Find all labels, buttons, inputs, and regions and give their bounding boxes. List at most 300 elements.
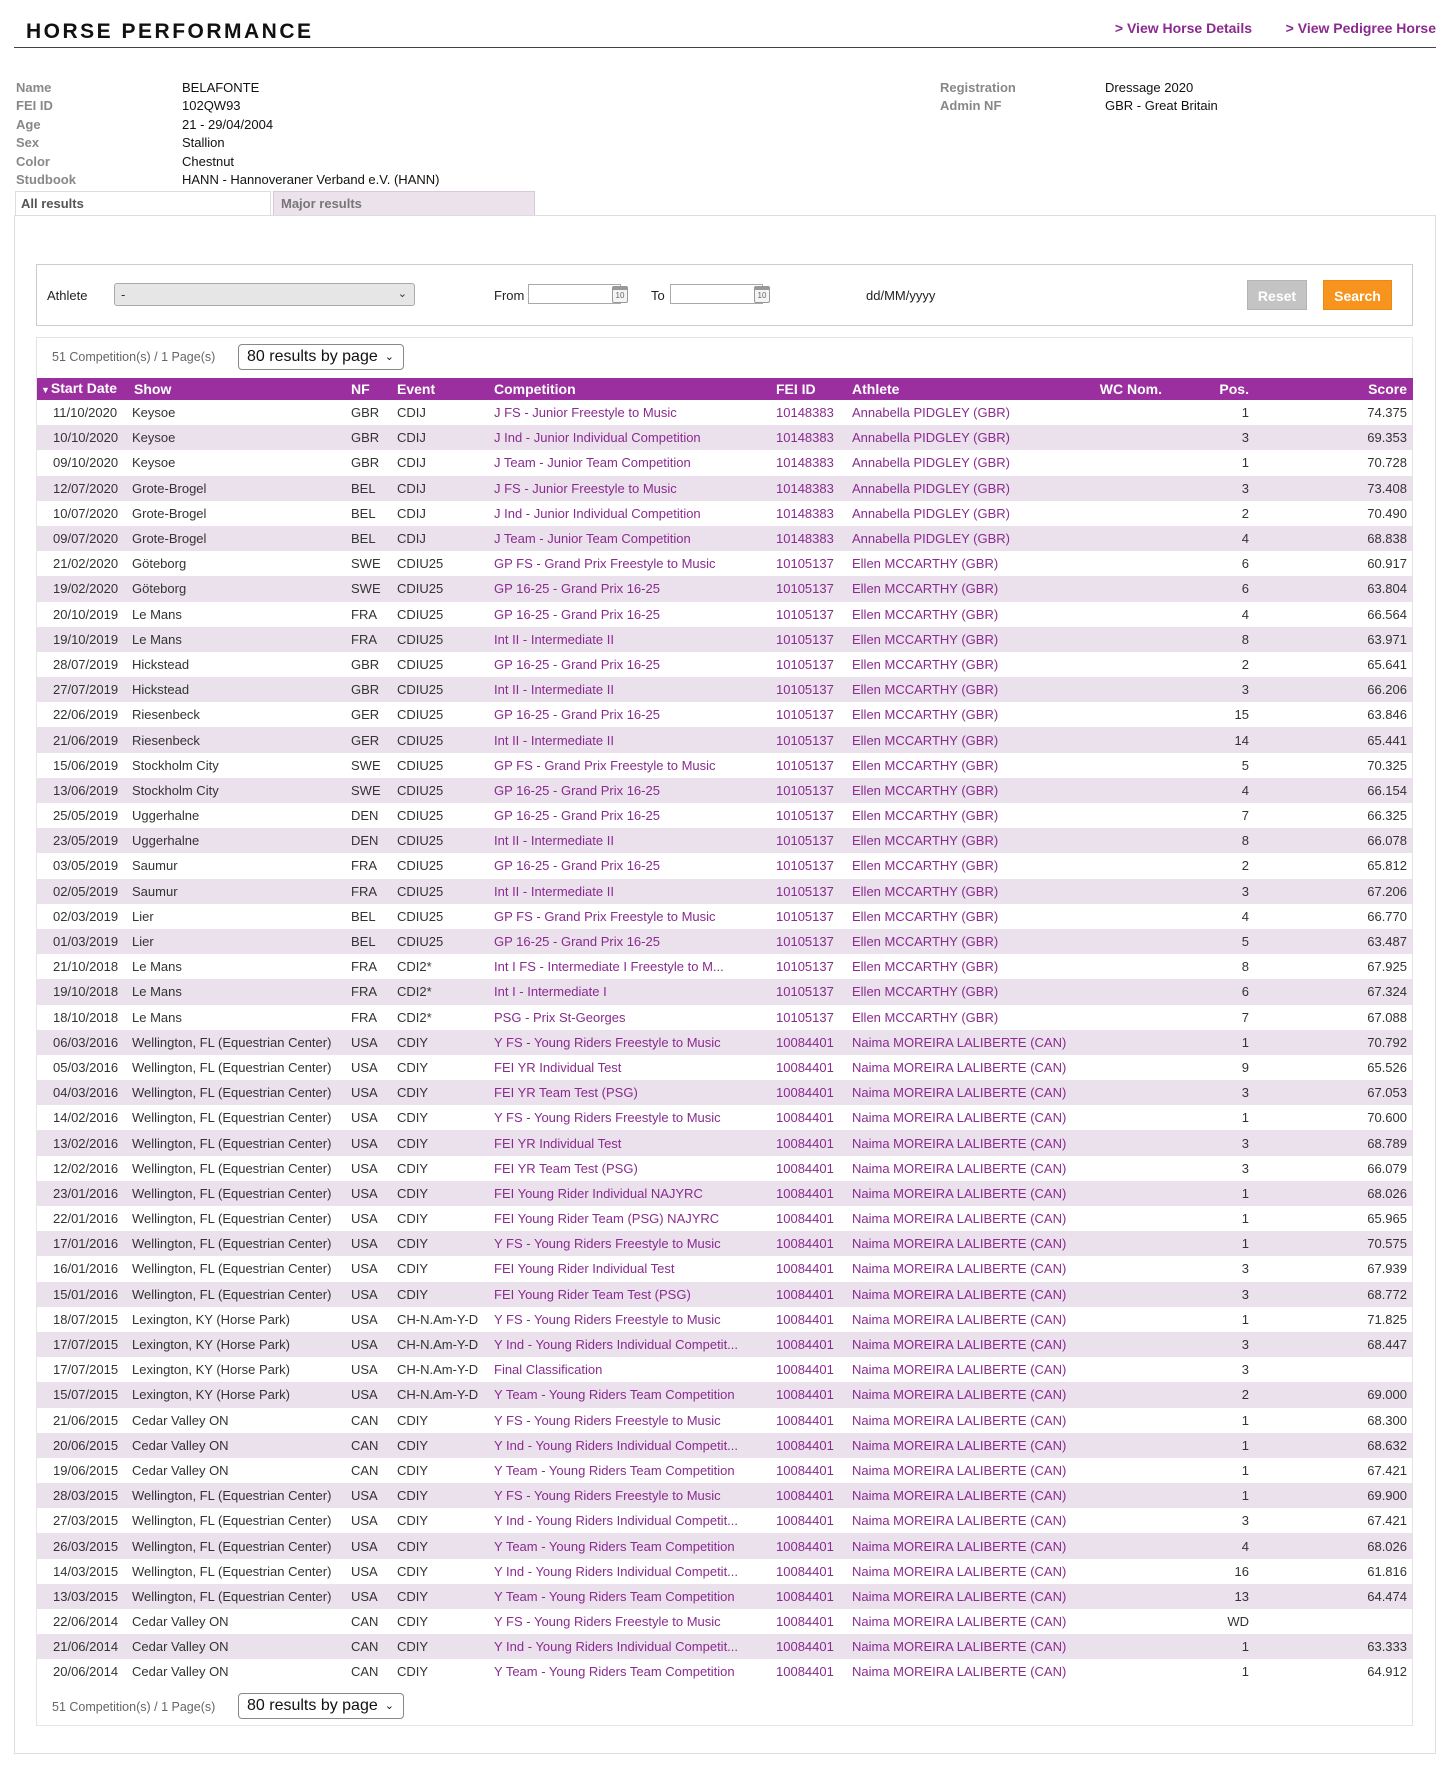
start-date-cell: 23/01/2016 <box>37 1181 132 1206</box>
wc-nom-cell <box>1085 1332 1162 1357</box>
info-label: Sex <box>16 135 40 151</box>
fei-id-link[interactable]: 10084401 <box>776 1412 834 1428</box>
wc-nom-cell <box>1085 1231 1162 1256</box>
athlete-link[interactable]: Ellen MCCARTHY (GBR) <box>847 929 1085 954</box>
table-row <box>37 828 1413 853</box>
competition-link[interactable]: GP 16-25 - Grand Prix 16-25 <box>494 808 660 824</box>
score-cell <box>1259 1357 1413 1382</box>
nf-cell: FRA <box>351 606 377 622</box>
event-cell: CH-N.Am-Y-D <box>397 1382 494 1407</box>
nf-cell: GBR <box>351 677 397 702</box>
col-start-date[interactable] <box>37 378 132 400</box>
competition-link[interactable]: Y FS - Young Riders Freestyle to Music <box>494 1412 721 1428</box>
score-cell: 66.206 <box>1259 677 1413 702</box>
col-event[interactable]: Event <box>397 378 494 400</box>
col-show[interactable]: Show <box>132 378 351 400</box>
start-date-cell: 20/06/2015 <box>37 1433 132 1458</box>
info-row-sex <box>16 134 439 152</box>
competition-link[interactable]: PSG - Prix St-Georges <box>494 1009 626 1025</box>
competition-link[interactable]: GP 16-25 - Grand Prix 16-25 <box>494 576 776 601</box>
athlete-link[interactable]: Ellen MCCARTHY (GBR) <box>852 908 999 924</box>
show-cell: Wellington, FL (Equestrian Center) <box>132 1231 351 1256</box>
col-score[interactable]: Score <box>1259 378 1413 400</box>
nf-cell: CAN <box>351 1412 379 1428</box>
athlete-link[interactable]: Naima MOREIRA LALIBERTE (CAN) <box>847 1332 1085 1357</box>
info-row-name <box>16 79 439 97</box>
fei-id-link[interactable]: 10105137 <box>776 808 834 824</box>
competition-link[interactable]: GP FS - Grand Prix Freestyle to Music <box>494 908 716 924</box>
pos-cell: 4 <box>1162 526 1259 551</box>
nf-cell: FRA <box>351 858 377 874</box>
score-cell: 65.526 <box>1367 1059 1407 1075</box>
table-row <box>37 627 1413 652</box>
table-row <box>37 904 1413 929</box>
start-date-cell: 19/06/2015 <box>53 1462 119 1478</box>
athlete-select[interactable] <box>114 283 415 306</box>
competition-link[interactable]: Y FS - Young Riders Freestyle to Music <box>494 1483 776 1508</box>
athlete-link[interactable]: Ellen MCCARTHY (GBR) <box>847 677 1085 702</box>
athlete-link[interactable]: Naima MOREIRA LALIBERTE (CAN) <box>852 1462 1067 1478</box>
competition-link[interactable]: FEI Young Rider Individual NAJYRC <box>494 1181 776 1206</box>
fei-id-link[interactable]: 10084401 <box>776 1513 834 1529</box>
tab-all-results[interactable]: All results <box>15 191 271 216</box>
fei-id-link[interactable]: 10084401 <box>776 1483 847 1508</box>
show-cell: Cedar Valley ON <box>132 1433 351 1458</box>
score-cell: 61.816 <box>1367 1563 1407 1579</box>
competition-link[interactable]: GP 16-25 - Grand Prix 16-25 <box>494 858 660 874</box>
fei-id-link[interactable]: 10148383 <box>776 405 834 421</box>
info-value: 102QW93 <box>182 98 241 114</box>
competition-link[interactable]: J FS - Junior Freestyle to Music <box>494 405 677 421</box>
fei-id-link[interactable]: 10084401 <box>776 1160 834 1176</box>
fei-id-link[interactable]: 10105137 <box>776 929 847 954</box>
score-cell: 64.474 <box>1259 1584 1413 1609</box>
score-cell: 70.792 <box>1259 1030 1413 1055</box>
fei-id-link[interactable]: 10084401 <box>776 1563 834 1579</box>
competition-link[interactable]: FEI Young Rider Team Test (PSG) <box>494 1282 776 1307</box>
wc-nom-cell <box>1085 803 1162 828</box>
view-pedigree-horse-link[interactable]: > View Pedigree Horse <box>1285 20 1436 36</box>
fei-id-link[interactable]: 10084401 <box>776 1332 847 1357</box>
competition-link[interactable]: GP 16-25 - Grand Prix 16-25 <box>494 707 660 723</box>
fei-id-link[interactable]: 10148383 <box>776 505 834 521</box>
athlete-select-value: - <box>121 287 126 302</box>
competition-link[interactable]: FEI YR Individual Test <box>494 1130 776 1155</box>
per-page-select[interactable] <box>238 1693 404 1719</box>
score-cell: 68.789 <box>1259 1130 1413 1155</box>
fei-id-link[interactable]: 10084401 <box>776 1584 847 1609</box>
competition-link[interactable]: Y FS - Young Riders Freestyle to Music <box>494 1030 776 1055</box>
start-date-cell: 15/07/2015 <box>37 1382 132 1407</box>
competition-link[interactable]: Y Team - Young Riders Team Competition <box>494 1382 776 1407</box>
fei-id-link[interactable]: 10084401 <box>776 1282 847 1307</box>
info-label: Color <box>16 153 50 169</box>
athlete-link[interactable]: Naima MOREIRA LALIBERTE (CAN) <box>847 1382 1085 1407</box>
athlete-link[interactable]: Naima MOREIRA LALIBERTE (CAN) <box>847 1483 1085 1508</box>
pos-cell: 6 <box>1162 576 1259 601</box>
show-cell: Riesenbeck <box>132 727 351 752</box>
col-wc-nom[interactable]: WC Nom. <box>1085 378 1162 400</box>
score-cell: 63.846 <box>1367 707 1407 723</box>
fei-id-link[interactable]: 10148383 <box>776 425 847 450</box>
athlete-link[interactable]: Ellen MCCARTHY (GBR) <box>852 656 999 672</box>
fei-id-link[interactable]: 10148383 <box>776 476 847 501</box>
athlete-link[interactable]: Naima MOREIRA LALIBERTE (CAN) <box>852 1160 1067 1176</box>
competition-link[interactable]: Int II - Intermediate II <box>494 828 776 853</box>
fei-id-link[interactable]: 10105137 <box>776 979 847 1004</box>
competition-link[interactable]: Y Team - Young Riders Team Competition <box>494 1533 776 1558</box>
start-date-cell: 05/03/2016 <box>53 1059 119 1075</box>
athlete-link[interactable]: Ellen MCCARTHY (GBR) <box>852 707 999 723</box>
col-pos[interactable]: Pos. <box>1162 378 1259 400</box>
show-cell: Lier <box>132 908 154 924</box>
competition-link[interactable]: J FS - Junior Freestyle to Music <box>494 476 776 501</box>
filter-bar <box>36 264 1413 326</box>
competition-link[interactable]: Y FS - Young Riders Freestyle to Music <box>494 1311 721 1327</box>
wc-nom-cell <box>1085 853 1162 878</box>
wc-nom-cell <box>1085 476 1162 501</box>
fei-id-link[interactable]: 10084401 <box>776 1362 834 1378</box>
pos-cell: WD <box>1227 1614 1249 1630</box>
pos-cell: 6 <box>1162 979 1259 1004</box>
fei-id-link[interactable]: 10105137 <box>776 677 847 702</box>
competition-link[interactable]: Int II - Intermediate II <box>494 627 776 652</box>
athlete-link[interactable]: Naima MOREIRA LALIBERTE (CAN) <box>852 1110 1067 1126</box>
nf-cell: USA <box>351 1282 397 1307</box>
score-cell: 67.324 <box>1259 979 1413 1004</box>
athlete-link[interactable]: Naima MOREIRA LALIBERTE (CAN) <box>847 1533 1085 1558</box>
athlete-link[interactable]: Ellen MCCARTHY (GBR) <box>847 879 1085 904</box>
col-athlete[interactable]: Athlete <box>847 378 1085 400</box>
fei-id-link[interactable]: 10105137 <box>776 556 834 572</box>
fei-id-link[interactable]: 10084401 <box>776 1634 847 1659</box>
info-row-fei-id <box>16 97 439 115</box>
table-row <box>37 929 1413 954</box>
competition-link[interactable]: Y Ind - Young Riders Individual Competit... <box>494 1433 776 1458</box>
competition-link[interactable]: J Ind - Junior Individual Competition <box>494 425 776 450</box>
fei-id-link[interactable]: 10084401 <box>776 1664 834 1680</box>
event-cell: CDIU25 <box>397 556 444 572</box>
table-row <box>37 879 1413 904</box>
fei-id-link[interactable]: 10105137 <box>776 757 834 773</box>
fei-id-link[interactable]: 10105137 <box>776 576 847 601</box>
fei-id-link[interactable]: 10105137 <box>776 707 834 723</box>
view-horse-details-link[interactable]: > View Horse Details <box>1114 20 1252 36</box>
athlete-link[interactable]: Ellen MCCARTHY (GBR) <box>852 858 999 874</box>
per-page-value: 80 results by page <box>247 1697 378 1714</box>
table-row <box>37 501 1413 526</box>
fei-id-link[interactable]: 10105137 <box>776 627 847 652</box>
col-competition[interactable]: Competition <box>494 378 776 400</box>
competition-link[interactable]: Int II - Intermediate II <box>494 727 776 752</box>
athlete-link[interactable]: Annabella PIDGLEY (GBR) <box>852 405 1010 421</box>
results-summary: 51 Competition(s) / 1 Page(s) <box>52 1700 216 1714</box>
start-date-cell: 11/10/2020 <box>53 405 118 421</box>
athlete-link[interactable]: Annabella PIDGLEY (GBR) <box>847 476 1085 501</box>
competition-link[interactable]: Int II - Intermediate II <box>494 879 776 904</box>
athlete-link[interactable]: Naima MOREIRA LALIBERTE (CAN) <box>852 1059 1067 1075</box>
fei-id-link[interactable]: 10105137 <box>776 656 834 672</box>
start-date-cell: 02/03/2019 <box>53 908 119 924</box>
info-value: HANN - Hannoveraner Verband e.V. (HANN) <box>182 171 440 187</box>
table-row <box>37 526 1413 551</box>
score-cell: 71.825 <box>1367 1311 1407 1327</box>
competition-link[interactable]: GP 16-25 - Grand Prix 16-25 <box>494 929 776 954</box>
athlete-link[interactable]: Naima MOREIRA LALIBERTE (CAN) <box>847 1433 1085 1458</box>
fei-id-link[interactable]: 10084401 <box>776 1080 847 1105</box>
athlete-link[interactable]: Ellen MCCARTHY (GBR) <box>847 727 1085 752</box>
competition-link[interactable]: FEI YR Team Test (PSG) <box>494 1160 638 1176</box>
competition-link[interactable]: Y Team - Young Riders Team Competition <box>494 1462 735 1478</box>
competition-link[interactable]: Y Ind - Young Riders Individual Competit... <box>494 1513 739 1529</box>
athlete-link[interactable]: Naima MOREIRA LALIBERTE (CAN) <box>847 1181 1085 1206</box>
per-page-select[interactable] <box>238 344 404 370</box>
nf-cell: DEN <box>351 828 397 853</box>
athlete-link[interactable]: Naima MOREIRA LALIBERTE (CAN) <box>852 1412 1067 1428</box>
competition-link[interactable]: Y Team - Young Riders Team Competition <box>494 1664 735 1680</box>
start-date-cell: 25/05/2019 <box>53 808 119 824</box>
score-cell: 65.441 <box>1259 727 1413 752</box>
info-row-age <box>16 116 439 134</box>
event-cell: CDIU25 <box>397 606 444 622</box>
wc-nom-cell <box>1085 778 1162 803</box>
nf-cell: CAN <box>351 1664 379 1680</box>
athlete-link[interactable]: Naima MOREIRA LALIBERTE (CAN) <box>852 1563 1067 1579</box>
fei-id-link[interactable]: 10105137 <box>776 778 847 803</box>
nf-cell: SWE <box>351 778 397 803</box>
table-row <box>37 576 1413 601</box>
competition-link[interactable]: Int II - Intermediate II <box>494 677 776 702</box>
pos-cell: 2 <box>1241 656 1249 672</box>
competition-link[interactable]: Y Ind - Young Riders Individual Competit... <box>494 1332 776 1357</box>
competition-link[interactable]: GP 16-25 - Grand Prix 16-25 <box>494 656 660 672</box>
pos-cell: 1 <box>1241 1110 1249 1126</box>
fei-id-link[interactable]: 10084401 <box>776 1030 847 1055</box>
info-value: Chestnut <box>182 153 235 169</box>
fei-id-link[interactable]: 10084401 <box>776 1130 847 1155</box>
athlete-link[interactable]: Annabella PIDGLEY (GBR) <box>852 505 1010 521</box>
start-date-cell: 17/07/2015 <box>37 1332 132 1357</box>
competition-link[interactable]: Y Team - Young Riders Team Competition <box>494 1584 776 1609</box>
athlete-link[interactable]: Naima MOREIRA LALIBERTE (CAN) <box>852 1513 1067 1529</box>
competition-link[interactable]: Int I FS - Intermediate I Freestyle to M... <box>494 959 724 975</box>
athlete-link[interactable]: Naima MOREIRA LALIBERTE (CAN) <box>847 1080 1085 1105</box>
athlete-link[interactable]: Naima MOREIRA LALIBERTE (CAN) <box>847 1030 1085 1055</box>
from-date-input[interactable] <box>528 284 621 304</box>
pos-cell: 3 <box>1241 1261 1249 1277</box>
date-format-hint: dd/MM/yyyy <box>866 288 936 303</box>
event-cell: CDIJ <box>397 405 426 421</box>
event-cell: CDIY <box>397 1282 494 1307</box>
athlete-link[interactable]: Ellen MCCARTHY (GBR) <box>852 959 999 975</box>
score-cell: 66.154 <box>1259 778 1413 803</box>
wc-nom-cell <box>1085 879 1162 904</box>
info-label: Name <box>16 80 52 95</box>
fei-id-link[interactable]: 10084401 <box>776 1311 834 1327</box>
athlete-link[interactable]: Naima MOREIRA LALIBERTE (CAN) <box>852 1614 1067 1630</box>
fei-id-link[interactable]: 10084401 <box>776 1261 834 1277</box>
competition-link[interactable]: GP FS - Grand Prix Freestyle to Music <box>494 556 716 572</box>
nf-cell: GBR <box>351 656 380 672</box>
nf-cell: FRA <box>351 627 397 652</box>
start-date-cell: 21/06/2015 <box>53 1412 119 1428</box>
fei-id-link[interactable]: 10084401 <box>776 1211 834 1227</box>
fei-id-link[interactable]: 10084401 <box>776 1614 834 1630</box>
nf-cell: BEL <box>351 929 397 954</box>
athlete-link[interactable]: Annabella PIDGLEY (GBR) <box>852 455 1010 471</box>
show-cell: Grote-Brogel <box>132 526 351 551</box>
fei-id-link[interactable]: 10105137 <box>776 959 834 975</box>
nf-cell: USA <box>351 1110 378 1126</box>
fei-id-link[interactable]: 10105137 <box>776 828 847 853</box>
athlete-link[interactable]: Ellen MCCARTHY (GBR) <box>852 757 999 773</box>
competition-link[interactable]: Y Ind - Young Riders Individual Competit... <box>494 1563 739 1579</box>
col-nf[interactable]: NF <box>351 378 397 400</box>
wc-nom-cell <box>1085 1559 1162 1584</box>
competition-link[interactable]: Y FS - Young Riders Freestyle to Music <box>494 1231 776 1256</box>
fei-id-link[interactable]: 10084401 <box>776 1433 847 1458</box>
fei-id-link[interactable]: 10084401 <box>776 1181 847 1206</box>
info-row-admin-nf <box>940 97 1218 115</box>
info-label: Age <box>16 116 41 132</box>
athlete-link[interactable]: Ellen MCCARTHY (GBR) <box>847 979 1085 1004</box>
nf-cell: CAN <box>351 1634 397 1659</box>
athlete-link[interactable]: Naima MOREIRA LALIBERTE (CAN) <box>852 1261 1067 1277</box>
reset-button[interactable]: Reset <box>1247 280 1307 310</box>
competition-link[interactable]: Final Classification <box>494 1362 603 1378</box>
fei-id-link[interactable]: 10148383 <box>776 455 834 471</box>
nf-cell: GBR <box>351 425 397 450</box>
athlete-link[interactable]: Naima MOREIRA LALIBERTE (CAN) <box>847 1634 1085 1659</box>
event-cell: CDIY <box>397 1130 494 1155</box>
pos-cell: 1 <box>1241 1311 1249 1327</box>
athlete-link[interactable]: Naima MOREIRA LALIBERTE (CAN) <box>852 1664 1067 1680</box>
fei-id-link[interactable]: 10105137 <box>776 858 834 874</box>
athlete-link[interactable]: Naima MOREIRA LALIBERTE (CAN) <box>847 1130 1085 1155</box>
fei-id-link[interactable]: 10105137 <box>776 879 847 904</box>
results-tabs <box>15 191 535 216</box>
calendar-icon[interactable]: 10 <box>754 286 770 303</box>
competition-link[interactable]: FEI Young Rider Individual Test <box>494 1261 675 1277</box>
athlete-link[interactable]: Ellen MCCARTHY (GBR) <box>852 1009 999 1025</box>
fei-id-link[interactable]: 10105137 <box>776 727 847 752</box>
fei-id-link[interactable]: 10084401 <box>776 1382 847 1407</box>
athlete-link[interactable]: Annabella PIDGLEY (GBR) <box>847 526 1085 551</box>
tab-major-results[interactable]: Major results <box>273 191 535 216</box>
athlete-link[interactable]: Annabella PIDGLEY (GBR) <box>847 425 1085 450</box>
score-cell: 60.917 <box>1367 556 1407 572</box>
pos-cell: 1 <box>1241 455 1249 471</box>
nf-cell: USA <box>351 1483 397 1508</box>
athlete-link[interactable]: Ellen MCCARTHY (GBR) <box>847 778 1085 803</box>
fei-id-link[interactable]: 10084401 <box>776 1231 847 1256</box>
wc-nom-cell <box>1085 425 1162 450</box>
calendar-icon[interactable]: 10 <box>612 286 628 303</box>
event-cell: CDIU25 <box>397 879 494 904</box>
competition-link[interactable]: J Ind - Junior Individual Competition <box>494 505 701 521</box>
table-row <box>37 1357 1413 1382</box>
table-row <box>37 727 1413 752</box>
show-cell: Cedar Valley ON <box>132 1664 229 1680</box>
col-fei-id[interactable]: FEI ID <box>776 378 847 400</box>
athlete-link[interactable]: Ellen MCCARTHY (GBR) <box>847 828 1085 853</box>
athlete-link[interactable]: Ellen MCCARTHY (GBR) <box>847 576 1085 601</box>
athlete-link[interactable]: Naima MOREIRA LALIBERTE (CAN) <box>847 1282 1085 1307</box>
athlete-link[interactable]: Ellen MCCARTHY (GBR) <box>852 556 999 572</box>
competition-link[interactable]: GP 16-25 - Grand Prix 16-25 <box>494 778 776 803</box>
show-cell: Wellington, FL (Equestrian Center) <box>132 1533 351 1558</box>
table-row <box>37 1030 1413 1055</box>
athlete-link[interactable]: Naima MOREIRA LALIBERTE (CAN) <box>852 1362 1067 1378</box>
table-row <box>37 652 1413 677</box>
score-cell: 63.804 <box>1259 576 1413 601</box>
competition-link[interactable]: Y Ind - Young Riders Individual Competit... <box>494 1634 776 1659</box>
score-cell: 70.600 <box>1367 1110 1407 1126</box>
athlete-link[interactable]: Naima MOREIRA LALIBERTE (CAN) <box>852 1211 1067 1227</box>
start-date-cell: 28/07/2019 <box>53 656 119 672</box>
wc-nom-cell <box>1085 1030 1162 1055</box>
competition-link[interactable]: GP 16-25 - Grand Prix 16-25 <box>494 606 660 622</box>
fei-id-link[interactable]: 10105137 <box>776 908 834 924</box>
competition-link[interactable]: J Team - Junior Team Competition <box>494 526 776 551</box>
wc-nom-cell <box>1085 828 1162 853</box>
event-cell: CDIY <box>397 1634 494 1659</box>
wc-nom-cell <box>1085 1156 1162 1181</box>
athlete-link[interactable]: Naima MOREIRA LALIBERTE (CAN) <box>847 1231 1085 1256</box>
table-row <box>37 1256 1413 1281</box>
fei-id-link[interactable]: 10084401 <box>776 1533 847 1558</box>
athlete-link[interactable]: Ellen MCCARTHY (GBR) <box>852 808 999 824</box>
fei-id-link[interactable]: 10148383 <box>776 526 847 551</box>
athlete-link[interactable]: Ellen MCCARTHY (GBR) <box>852 606 999 622</box>
wc-nom-cell <box>1085 1181 1162 1206</box>
fei-id-link[interactable]: 10105137 <box>776 1009 834 1025</box>
competition-link[interactable]: FEI YR Individual Test <box>494 1059 622 1075</box>
competition-link[interactable]: Y FS - Young Riders Freestyle to Music <box>494 1614 721 1630</box>
event-cell: CDIY <box>397 1059 429 1075</box>
fei-id-link[interactable]: 10084401 <box>776 1059 834 1075</box>
athlete-link[interactable]: Ellen MCCARTHY (GBR) <box>847 627 1085 652</box>
competition-link[interactable]: FEI YR Team Test (PSG) <box>494 1080 776 1105</box>
nf-cell: GER <box>351 727 397 752</box>
competition-link[interactable]: GP FS - Grand Prix Freestyle to Music <box>494 757 716 773</box>
to-date-input[interactable] <box>670 284 763 304</box>
score-cell: 67.053 <box>1259 1080 1413 1105</box>
competition-link[interactable]: Int I - Intermediate I <box>494 979 776 1004</box>
fei-id-link[interactable]: 10084401 <box>776 1110 834 1126</box>
pos-cell: 2 <box>1162 1382 1259 1407</box>
athlete-label: Athlete <box>47 288 88 303</box>
fei-id-link[interactable]: 10105137 <box>776 606 834 622</box>
event-cell: CDIU25 <box>397 858 444 874</box>
wc-nom-cell <box>1085 501 1162 526</box>
athlete-link[interactable]: Naima MOREIRA LALIBERTE (CAN) <box>852 1311 1067 1327</box>
nf-cell: USA <box>351 1563 378 1579</box>
wc-nom-cell <box>1085 1055 1162 1080</box>
fei-id-link[interactable]: 10084401 <box>776 1462 834 1478</box>
competition-link[interactable]: J Team - Junior Team Competition <box>494 455 691 471</box>
wc-nom-cell <box>1085 1382 1162 1407</box>
search-button[interactable]: Search <box>1323 280 1392 310</box>
pos-cell: 1 <box>1241 1664 1249 1680</box>
event-cell: CDIY <box>397 1181 494 1206</box>
competition-link[interactable]: Y FS - Young Riders Freestyle to Music <box>494 1110 721 1126</box>
competition-link[interactable]: FEI Young Rider Team (PSG) NAJYRC <box>494 1211 720 1227</box>
start-date-cell: 13/02/2016 <box>37 1130 132 1155</box>
table-row <box>37 1307 1413 1332</box>
athlete-link[interactable]: Naima MOREIRA LALIBERTE (CAN) <box>847 1584 1085 1609</box>
pos-cell: 2 <box>1241 858 1249 874</box>
